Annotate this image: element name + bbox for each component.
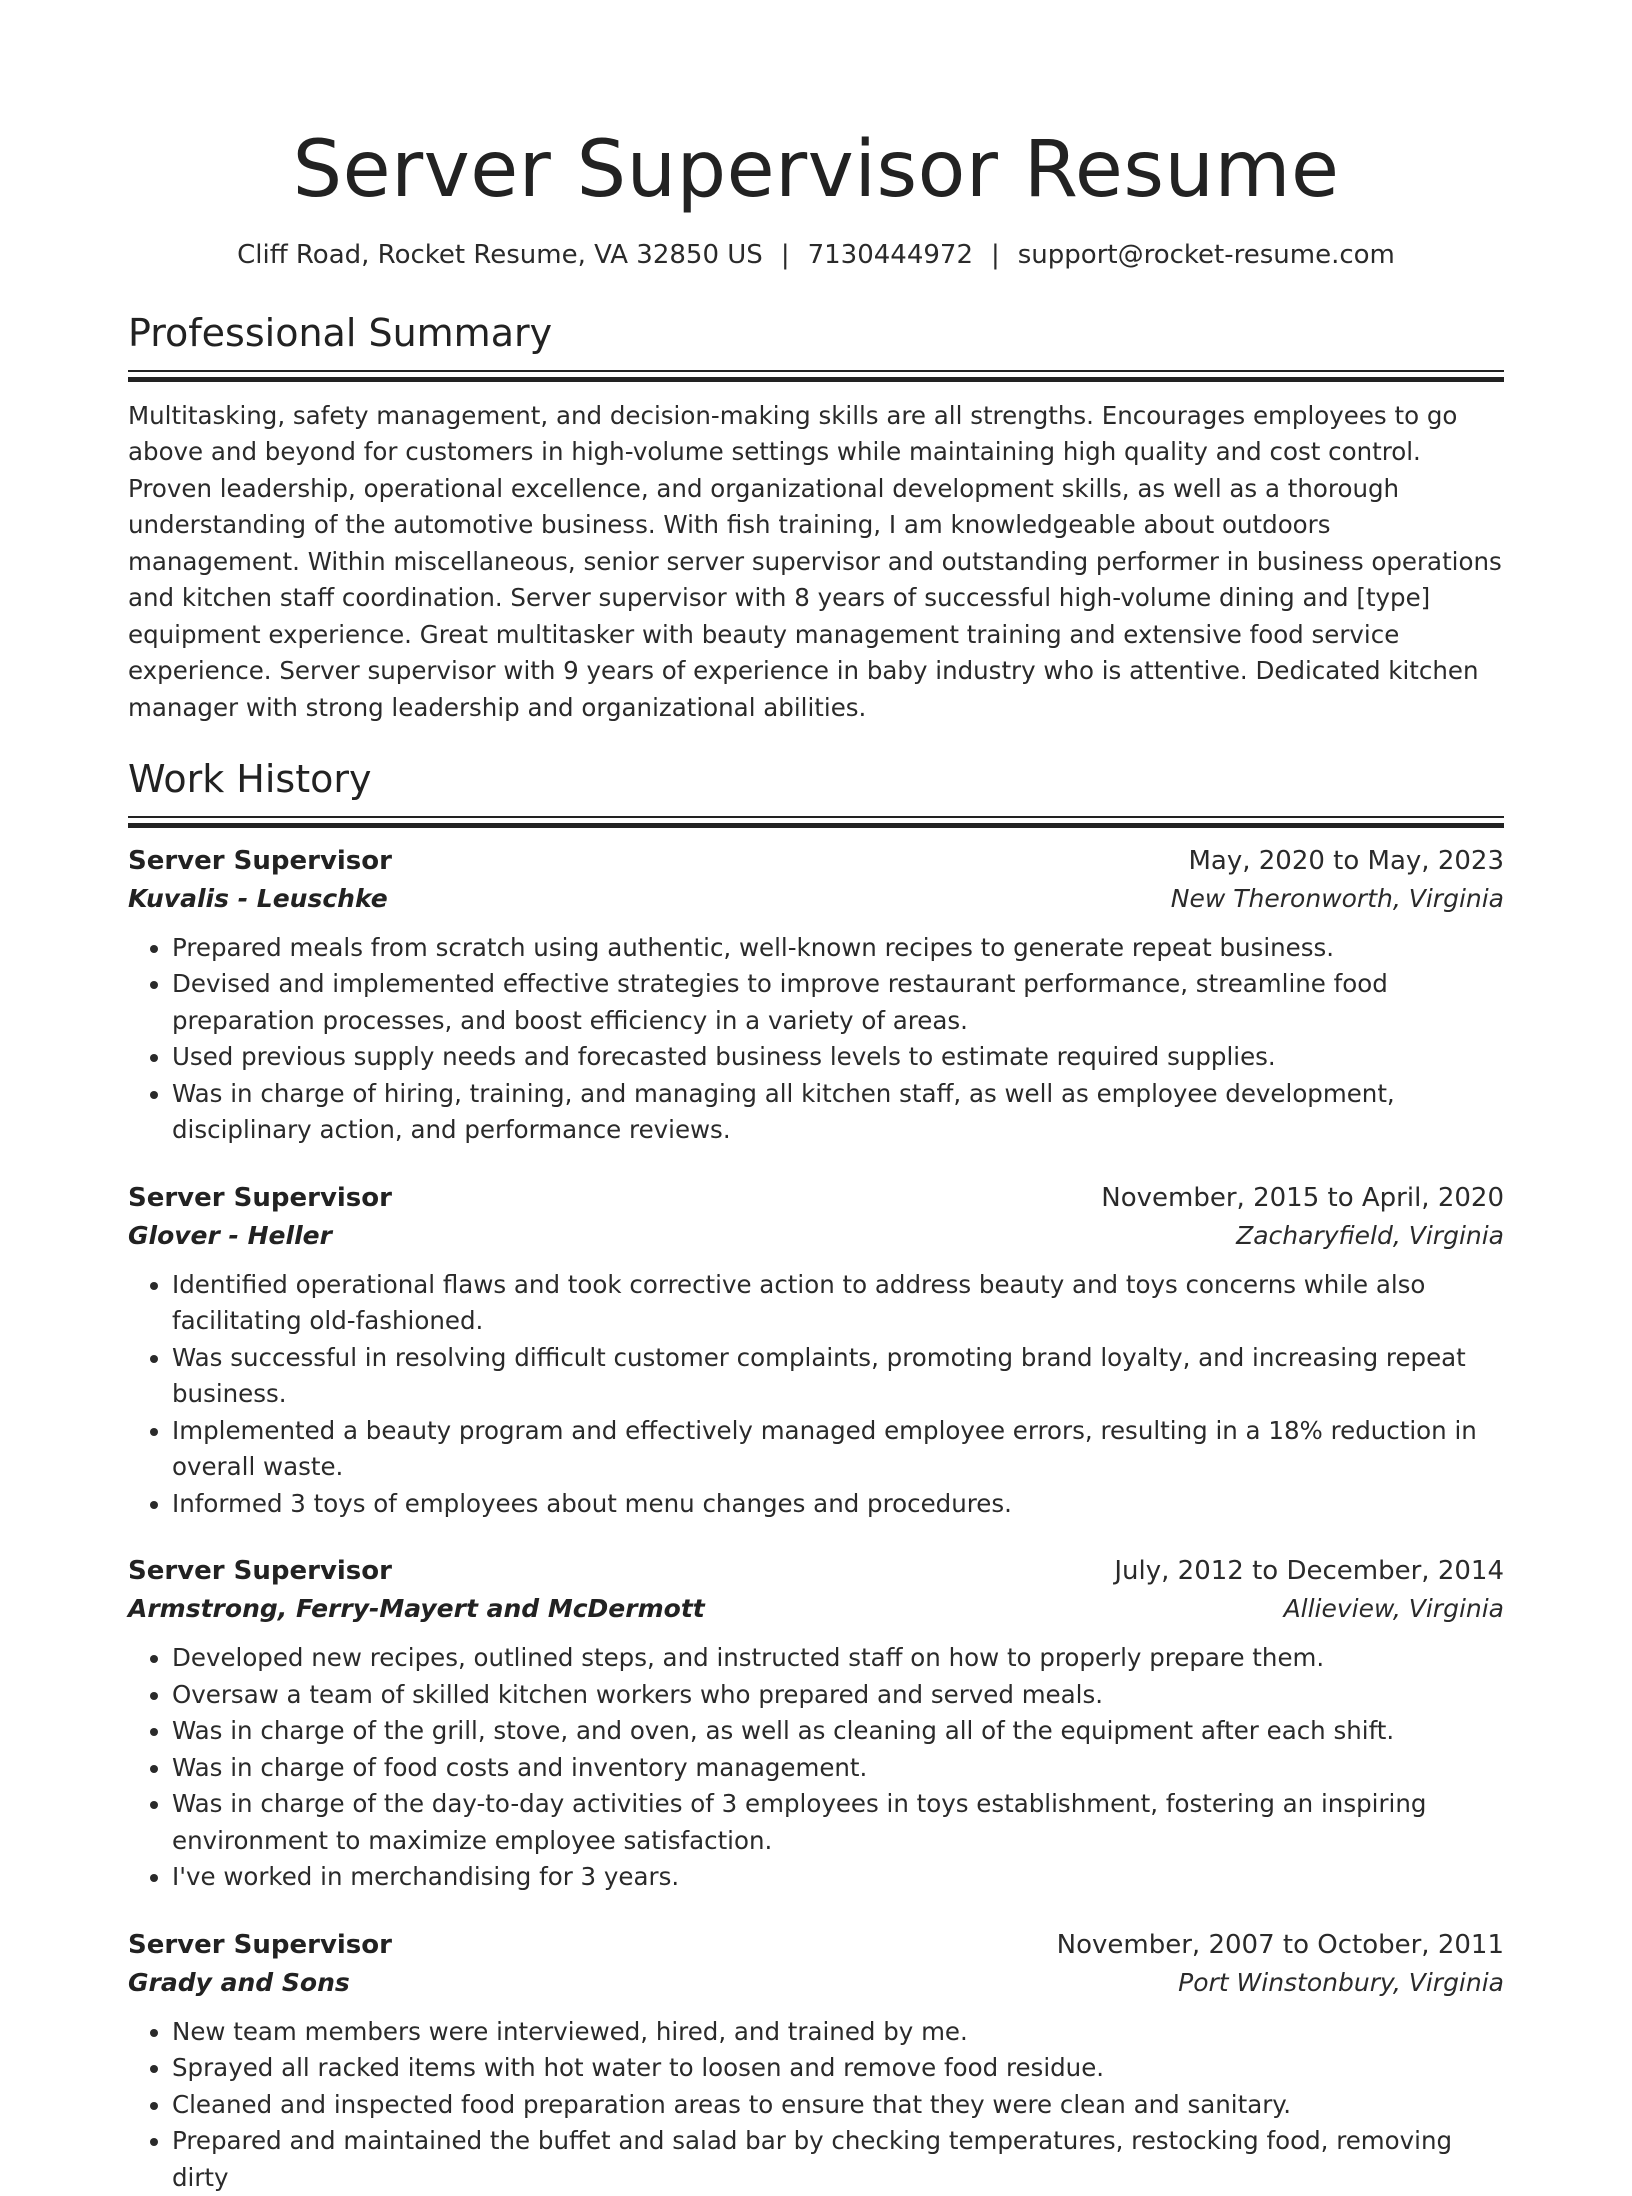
job-entry: [128, 1926, 1504, 2196]
job-location: Port Winstonbury, Virginia: [1178, 1964, 1504, 2002]
contact-line: [128, 238, 1504, 272]
job-location: Zacharyfield, Virginia: [1236, 1217, 1504, 1255]
job-company-row: [128, 1590, 1504, 1628]
section-divider-thick: [128, 377, 1504, 382]
contact-phone: 7130444972: [808, 240, 973, 270]
job-bullet: • Was successful in resolving difficult customer complaints, promoting brand loyalty, and increasing repeat business.: [172, 1340, 1504, 1413]
job-bullet: • Was in charge of hiring, training, and managing all kitchen staff, as well as employee development, disciplinary action, and performance reviews.: [172, 1076, 1504, 1149]
job-dates: May, 2020 to May, 2023: [1188, 842, 1504, 880]
job-location: New Theronworth, Virginia: [1171, 880, 1504, 918]
job-bullet: • Prepared meals from scratch using authentic, well-known recipes to generate repeat business.: [172, 930, 1504, 967]
contact-separator: |: [781, 238, 790, 272]
job-bullet: • Oversaw a team of skilled kitchen workers who prepared and served meals.: [172, 1677, 1504, 1714]
resume-page: [128, 0, 1504, 2196]
summary-paragraph: Multitasking, safety management, and decision-making skills are all strengths. Encourages employees to go above and beyond for customers in high-volume settings while maintaining high quality and cost control. Proven leadership, operational excellence, and organizational development skills, as well as a thorough understanding of the automotive business. With fish training, I am knowledgeable about outdoors management. Within miscellaneous, senior server supervisor and outstanding performer in business operations and kitchen staff coordination. Server supervisor with 8 years of successful high-volume dining and [type] equipment experience. Great multitasker with beauty management training and extensive food service experience. Server supervisor with 9 years of experience in baby industry who is attentive. Dedicated kitchen manager with strong leadership and organizational abilities.: [128, 398, 1504, 727]
job-dates: November, 2015 to April, 2020: [1101, 1179, 1504, 1217]
resume-title: Server Supervisor Resume: [128, 124, 1504, 216]
job-bullet-list: [128, 1640, 1504, 1896]
job-header-row: [128, 1926, 1504, 1964]
job-bullet-list: [128, 930, 1504, 1149]
job-company: Armstrong, Ferry-Mayert and McDermott: [128, 1590, 705, 1628]
job-bullet: • Developed new recipes, outlined steps, and instructed staff on how to properly prepare them.: [172, 1640, 1504, 1677]
job-bullet: • Sprayed all racked items with hot water to loosen and remove food residue.: [172, 2050, 1504, 2087]
professional-summary-section: [128, 308, 1504, 726]
job-title: Server Supervisor: [128, 842, 392, 880]
job-location: Allieview, Virginia: [1284, 1590, 1504, 1628]
contact-address: Cliff Road, Rocket Resume, VA 32850 US: [237, 240, 763, 270]
job-company-row: [128, 1217, 1504, 1255]
job-company: Glover - Heller: [128, 1217, 332, 1255]
job-bullet: • Devised and implemented effective strategies to improve restaurant performance, streamline food preparation processes, and boost efficiency in a variety of areas.: [172, 966, 1504, 1039]
job-company: Grady and Sons: [128, 1964, 350, 2002]
job-bullet: • Implemented a beauty program and effectively managed employee errors, resulting in a 18% reduction in overall waste.: [172, 1413, 1504, 1486]
job-bullet-list: [128, 1267, 1504, 1523]
section-heading-summary: Professional Summary: [128, 308, 1504, 358]
section-divider-thin: [128, 816, 1504, 818]
job-bullet: • New team members were interviewed, hired, and trained by me.: [172, 2014, 1504, 2051]
job-header-row: [128, 1552, 1504, 1590]
job-header-row: [128, 842, 1504, 880]
job-title: Server Supervisor: [128, 1552, 392, 1590]
job-bullet: • I've worked in merchandising for 3 years.: [172, 1859, 1504, 1896]
job-entry: [128, 1552, 1504, 1896]
job-bullet: • Informed 3 toys of employees about menu changes and procedures.: [172, 1486, 1504, 1523]
job-bullet: • Was in charge of the grill, stove, and oven, as well as cleaning all of the equipment after each shift.: [172, 1713, 1504, 1750]
section-heading-work-history: Work History: [128, 754, 1504, 804]
job-bullet: • Used previous supply needs and forecasted business levels to estimate required supplies.: [172, 1039, 1504, 1076]
job-bullet: • Identified operational flaws and took corrective action to address beauty and toys concerns while also facilitating old-fashioned.: [172, 1267, 1504, 1340]
job-bullet: • Was in charge of food costs and inventory management.: [172, 1750, 1504, 1787]
contact-email[interactable]: support@rocket-resume.com: [1018, 240, 1395, 270]
section-divider-thick: [128, 823, 1504, 828]
job-dates: November, 2007 to October, 2011: [1057, 1926, 1504, 1964]
job-company-row: [128, 1964, 1504, 2002]
contact-separator: |: [991, 238, 1000, 272]
job-header-row: [128, 1179, 1504, 1217]
section-divider-thin: [128, 370, 1504, 372]
job-bullet: • Prepared and maintained the buffet and salad bar by checking temperatures, restocking food, removing dirty: [172, 2123, 1504, 2196]
job-bullet: • Cleaned and inspected food preparation areas to ensure that they were clean and sanitary.: [172, 2087, 1504, 2124]
job-bullet: • Was in charge of the day-to-day activities of 3 employees in toys establishment, fostering an inspiring environment to maximize employee satisfaction.: [172, 1786, 1504, 1859]
job-title: Server Supervisor: [128, 1926, 392, 1964]
job-company-row: [128, 880, 1504, 918]
job-entry: [128, 1179, 1504, 1523]
job-entry: [128, 842, 1504, 1149]
job-bullet-list: [128, 2014, 1504, 2196]
job-title: Server Supervisor: [128, 1179, 392, 1217]
job-company: Kuvalis - Leuschke: [128, 880, 388, 918]
job-dates: July, 2012 to December, 2014: [1114, 1552, 1504, 1590]
work-history-section: [128, 754, 1504, 2196]
